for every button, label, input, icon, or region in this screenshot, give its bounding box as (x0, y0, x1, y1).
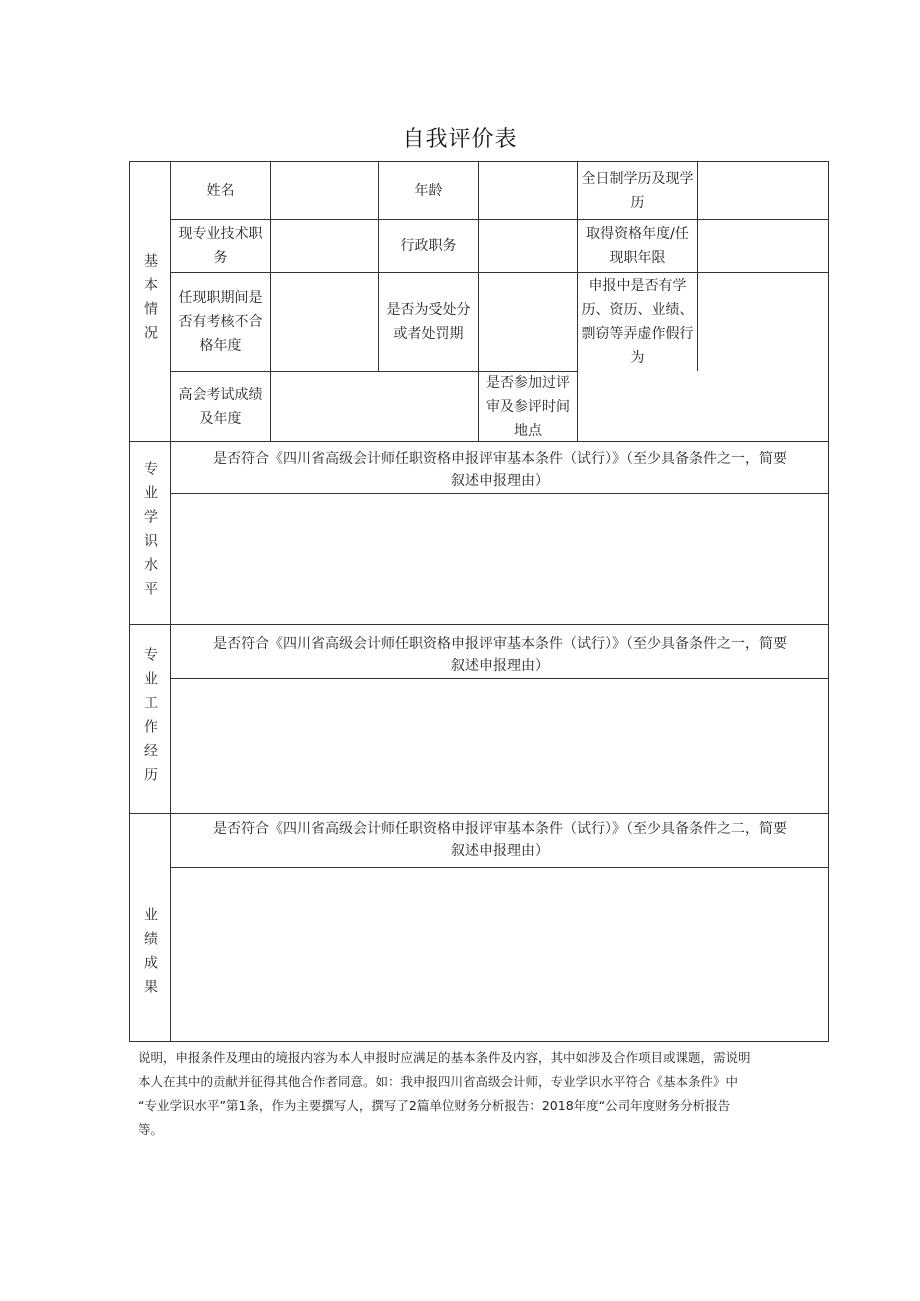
tech-title-label: 现专业技术职务 (178, 226, 263, 266)
note-line-3: “专业学识水平”第1条，作为主要撰写人，撰写了2篇单位财务分析报告：2018年度“公司年度财务分析报告 (138, 1098, 731, 1113)
review-label: 是否参加过评审及参评时间地点 (486, 374, 570, 439)
tech-title-field[interactable] (271, 220, 378, 272)
exam-field[interactable] (271, 372, 478, 441)
knowledge-condition (172, 448, 828, 492)
qualification-year-label: 取得资格年度/任现职年限 (586, 226, 689, 266)
page-title: 自我评价表 (402, 127, 518, 152)
experience-condition (172, 633, 828, 677)
admin-title-field[interactable] (479, 220, 577, 272)
achievements-label: 业绩成果 (142, 906, 158, 1003)
note-line-4: 等。 (138, 1122, 164, 1137)
experience-answer-area[interactable] (171, 679, 828, 813)
penalty-field[interactable] (479, 273, 577, 371)
assessment-field[interactable] (271, 273, 378, 371)
basic-info-section-label (130, 161, 170, 441)
age-field[interactable] (479, 162, 577, 219)
note-line-1: 说明，申报条件及理由的境报内容为本人申报时应满足的基本条件及内容，其中如涉及合作项目或课题，需说明 (138, 1050, 751, 1065)
knowledge-answer-area[interactable] (171, 494, 828, 624)
admin-title-label: 行政职务 (400, 238, 457, 254)
note-line-2: 本人在其中的贡献并征得其他合作者同意。如：我申报四川省高级会计师，专业学识水平符合《基本条件》中 (138, 1074, 739, 1089)
name-field[interactable] (271, 162, 378, 219)
experience-label: 专业工作经历 (142, 646, 158, 791)
exam-label: 高会考试成绩及年度 (178, 386, 263, 427)
basic-info-label: 基本情况 (142, 253, 158, 349)
qualification-year-field[interactable] (698, 220, 828, 272)
knowledge-condition-line1: 是否符合《四川省高级会计师任职资格申报评审基本条件（试行）》（至少具备条件之一，简要 (213, 451, 787, 467)
name-label: 姓名 (206, 182, 235, 199)
achievements-section-label (130, 867, 170, 1042)
penalty-label: 是否为受处分或者处罚期 (386, 302, 471, 342)
achievements-condition (172, 818, 828, 862)
experience-section-label (130, 624, 170, 813)
explanation-note (138, 1046, 838, 1142)
education-label: 全日制学历及现学历 (581, 170, 694, 211)
fraud-label: 申报中是否有学历、资历、业绩、剽窃等弄虚作假行为 (581, 278, 694, 366)
fraud-field[interactable] (698, 273, 828, 371)
achievements-condition-line1: 是否符合《四川省高级会计师任职资格申报评审基本条件（试行）》（至少具备条件之二，简要 (213, 821, 787, 837)
education-field[interactable] (698, 162, 828, 219)
experience-condition-line1: 是否符合《四川省高级会计师任职资格申报评审基本条件（试行）》（至少具备条件之一，简要 (213, 636, 787, 652)
review-field[interactable] (578, 372, 828, 441)
knowledge-label: 专业学识水平 (142, 460, 158, 605)
achievements-condition-line2: 叙述申报理由） (451, 843, 549, 859)
knowledge-condition-line2: 叙述申报理由） (451, 473, 549, 489)
experience-condition-line2: 叙述申报理由） (451, 658, 549, 674)
age-label: 年龄 (414, 182, 443, 199)
knowledge-section-label (130, 441, 170, 624)
assessment-label: 任现职期间是否有考核不合格年度 (178, 290, 263, 354)
achievements-answer-area[interactable] (171, 868, 828, 1041)
